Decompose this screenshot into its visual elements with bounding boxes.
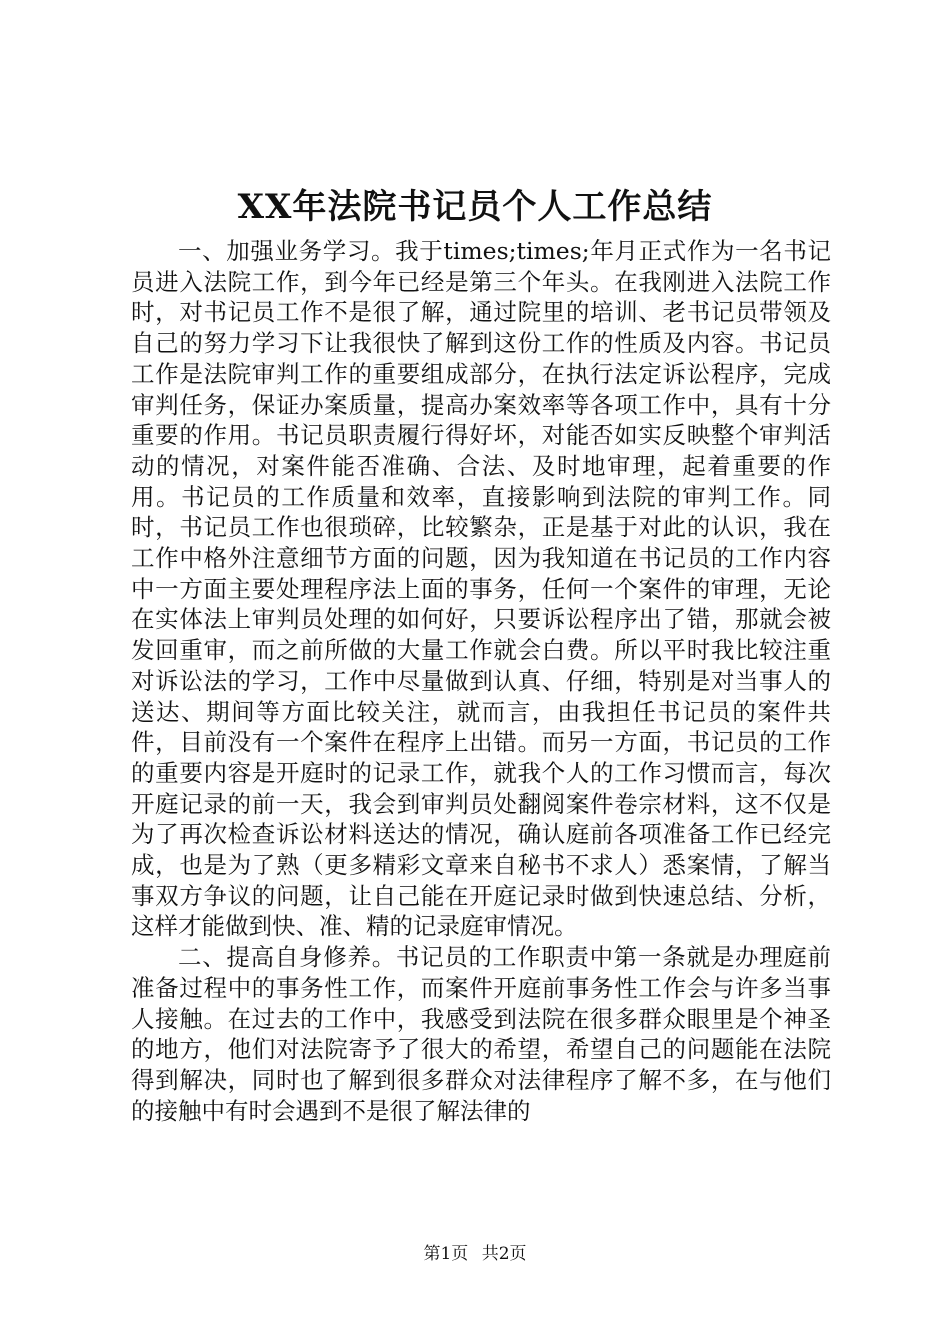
paragraph-1: 一、加强业务学习。我于times;times;年月正式作为一名书记员进入法院工作，到今年已经是第三个年头。在我刚进入法院工作时，对书记员工作不是很了解，通过院里的培训、老书记员带领及自己的努力学习下让我很快了解到这份工作的性质及内容。书记员工作是法院审判工作的重要组成部分，在执行法定诉讼程序，完成审判任务，保证办案质量，提高办案效率等各项工作中，具有十分重要的作用。书记员职责履行得好坏，对能否如实反映整个审判活动的情况，对案件能否准确、合法、及时地审理，起着重要的作用。书记员的工作质量和效率，直接影响到法院的审判工作。同时，书记员工作也很琐碎，比较繁杂，正是基于对此的认识，我在工作中格外注意细节方面的问题，因为我知道在书记员的工作内容中一方面主要处理程序法上面的事务，任何一个案件的审理，无论在实体法上审判员处理的如何好，只要诉讼程序出了错，那就会被发回重审，而之前所做的大量工作就会白费。所以平时我比较注重对诉讼法的学习，工作中尽量做到认真、仔细，特别是对当事人的送达、期间等方面比较关注，就而言，由我担任书记员的案件共件，目前没有一个案件在程序上出错。而另一方面，书记员的工作的重要内容是开庭时的记录工作，就我个人的工作习惯而言，每次开庭记录的前一天，我会到审判员处翻阅案件卷宗材料，这不仅是为了再次检查诉讼材料送达的情况，确认庭前各项准备工作已经完成，也是为了熟（更多精彩文章来自秘书不求人）悉案情，了解当事双方争议的问题，让自己能在开庭记录时做到快速总结、分析，这样才能做到快、准、精的记录庭审情况。: [131, 237, 831, 941]
document-title: XX年法院书记员个人工作总结: [237, 187, 713, 227]
page-total: 共2页: [481, 1244, 527, 1264]
paragraph-2: 二、提高自身修养。书记员的工作职责中第一条就是办理庭前准备过程中的事务性工作，而案件开庭前事务性工作会与许多当事人接触。在过去的工作中，我感受到法院在很多群众眼里是个神圣的地方，他们对法院寄予了很大的希望，希望自己的问题能在法院得到解决，同时也了解到很多群众对法律程序了解不多，在与他们的接触中有时会遇到不是很了解法律的: [131, 943, 831, 1125]
page-number: 第1页: [423, 1244, 469, 1264]
document-body: [131, 236, 831, 1126]
page-footer: [0, 1242, 950, 1266]
